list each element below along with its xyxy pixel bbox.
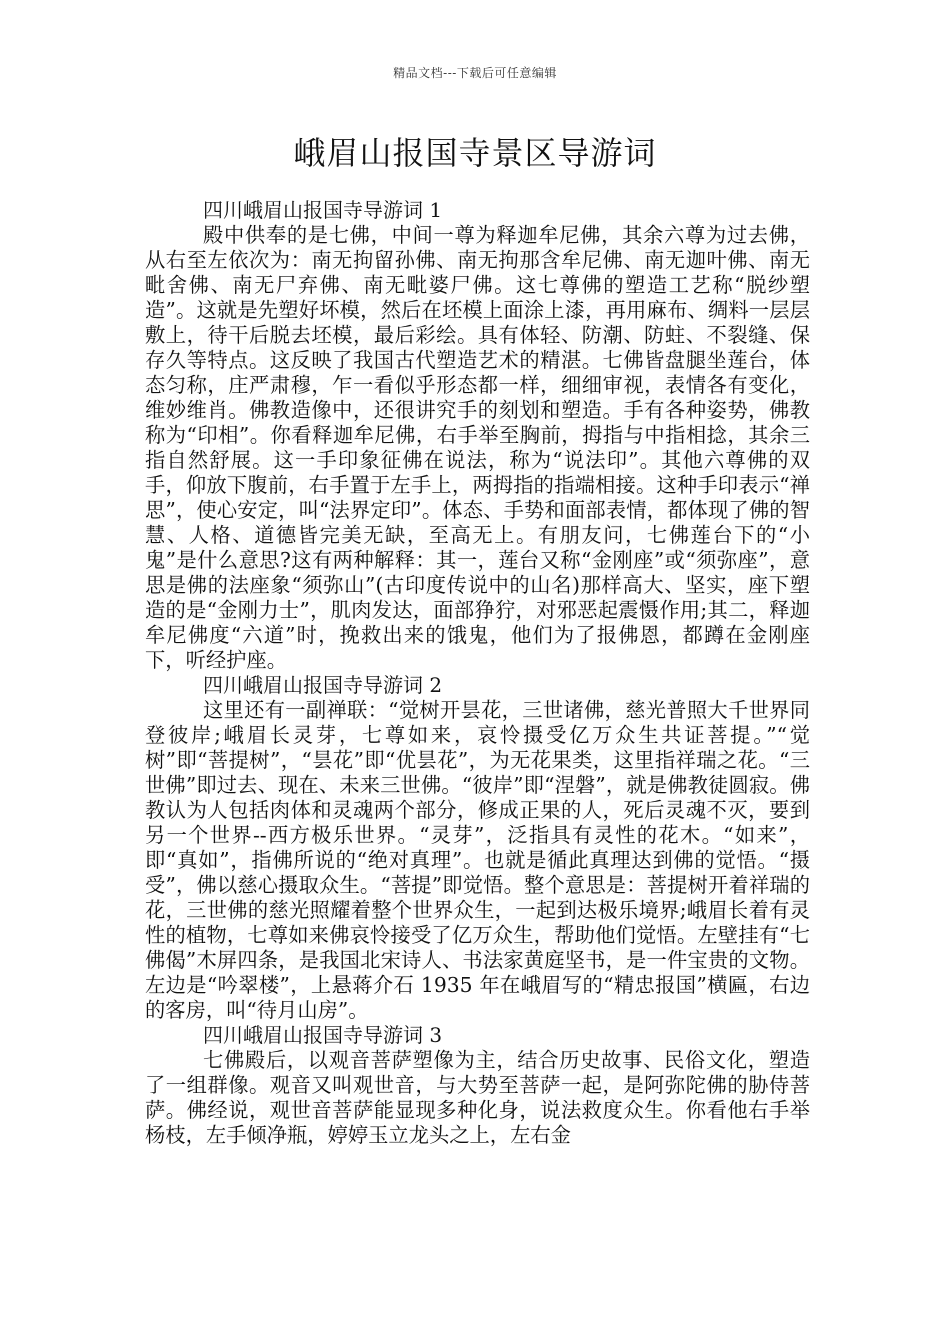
section-heading: 四川峨眉山报国寺导游词 3	[203, 1023, 443, 1047]
page-header: 精品文档---下载后可任意编辑	[393, 66, 557, 80]
section-paragraph: 七佛殿后，以观音菩萨塑像为主，结合历史故事、民俗文化，塑造了一组群像。观音又叫观世音，与大势至菩萨一起，是阿弥陀佛的胁侍菩萨。佛经说，观世音菩萨能显现多种化身，说法救度众生。你看他右手举杨枝，左手倾净瓶，婷婷玉立龙头之上，左右金	[145, 1048, 810, 1147]
section-paragraph: 这里还有一副禅联：“觉树开昙花，三世诸佛，慈光普照大千世界同登彼岸;峨眉长灵芽，七尊如来，哀怜摄受亿万众生共证菩提。”“觉树”即“菩提树”，“昙花”即“优昙花”，为无花果类，这里指祥瑞之花。“三世佛”即过去、现在、未来三世佛。“彼岸”即“涅磐”，就是佛教徒圆寂。佛教认为人包括肉体和灵魂两个部分，修成正果的人，死后灵魂不灭，要到另一个世界--西方极乐世界。“灵芽”，泛指具有灵性的花木。“如来”，即“真如”，指佛所说的“绝对真理”。也就是循此真理达到佛的觉悟。“摄受”，佛以慈心摄取众生。“菩提”即觉悟。整个意思是：菩提树开着祥瑞的花，三世佛的慈光照耀着整个世界众生，一起到达极乐境界;峨眉长着有灵性的植物，七尊如来佛哀怜接受了亿万众生，帮助他们觉悟。左壁挂有“七佛偈”木屏四条，是我国北宋诗人、书法家黄庭坚书，是一件宝贵的文物。左边是“吟翠楼”，上悬蒋介石 1935 年在峨眉写的“精忠报国”横匾，右边的客房，叫“待月山房”。	[145, 698, 810, 1022]
section-heading: 四川峨眉山报国寺导游词 1	[203, 198, 443, 222]
document-body	[145, 198, 810, 1148]
section-heading: 四川峨眉山报国寺导游词 2	[203, 673, 443, 697]
page-title: 峨眉山报国寺景区导游词	[293, 134, 657, 172]
section-paragraph: 殿中供奉的是七佛，中间一尊为释迦牟尼佛，其余六尊为过去佛，从右至左依次为：南无拘留孙佛、南无拘那含牟尼佛、南无迦叶佛、南无毗舍佛、南无尸弃佛、南无毗婆尸佛。这七尊佛的塑造工艺称“脱纱塑造”。这就是先塑好坏模，然后在坯模上面涂上漆，再用麻布、绸料一层层敷上，待干后脱去坯模，最后彩绘。具有体轻、防潮、防蛀、不裂缝、保存久等特点。这反映了我国古代塑造艺术的精湛。七佛皆盘腿坐莲台，体态匀称，庄严肃穆，乍一看似乎形态都一样，细细审视，表情各有变化，维妙维肖。佛教造像中，还很讲究手的刻划和塑造。手有各种姿势，佛教称为“印相”。你看释迦牟尼佛，右手举至胸前，拇指与中指相捻，其余三指自然舒展。这一手印象征佛在说法，称为“说法印”。其他六尊佛的双手，仰放下腹前，右手置于左手上，两拇指的指端相接。这种手印表示“禅思”，使心安定，叫“法界定印”。体态、手势和面部表情，都体现了佛的智慧、人格、道德皆完美无缺，至高无上。有朋友问，七佛莲台下的“小鬼”是什么意思?这有两种解释：其一，莲台又称“金刚座”或“须弥座”，意思是佛的法座象“须弥山”(古印度传说中的山名)那样高大、坚实，座下塑造的是“金刚力士”，肌肉发达，面部狰狞，对邪恶起震慑作用;其二，释迦牟尼佛度“六道”时，挽救出来的饿鬼，他们为了报佛恩，都蹲在金刚座下，听经护座。	[145, 223, 810, 672]
